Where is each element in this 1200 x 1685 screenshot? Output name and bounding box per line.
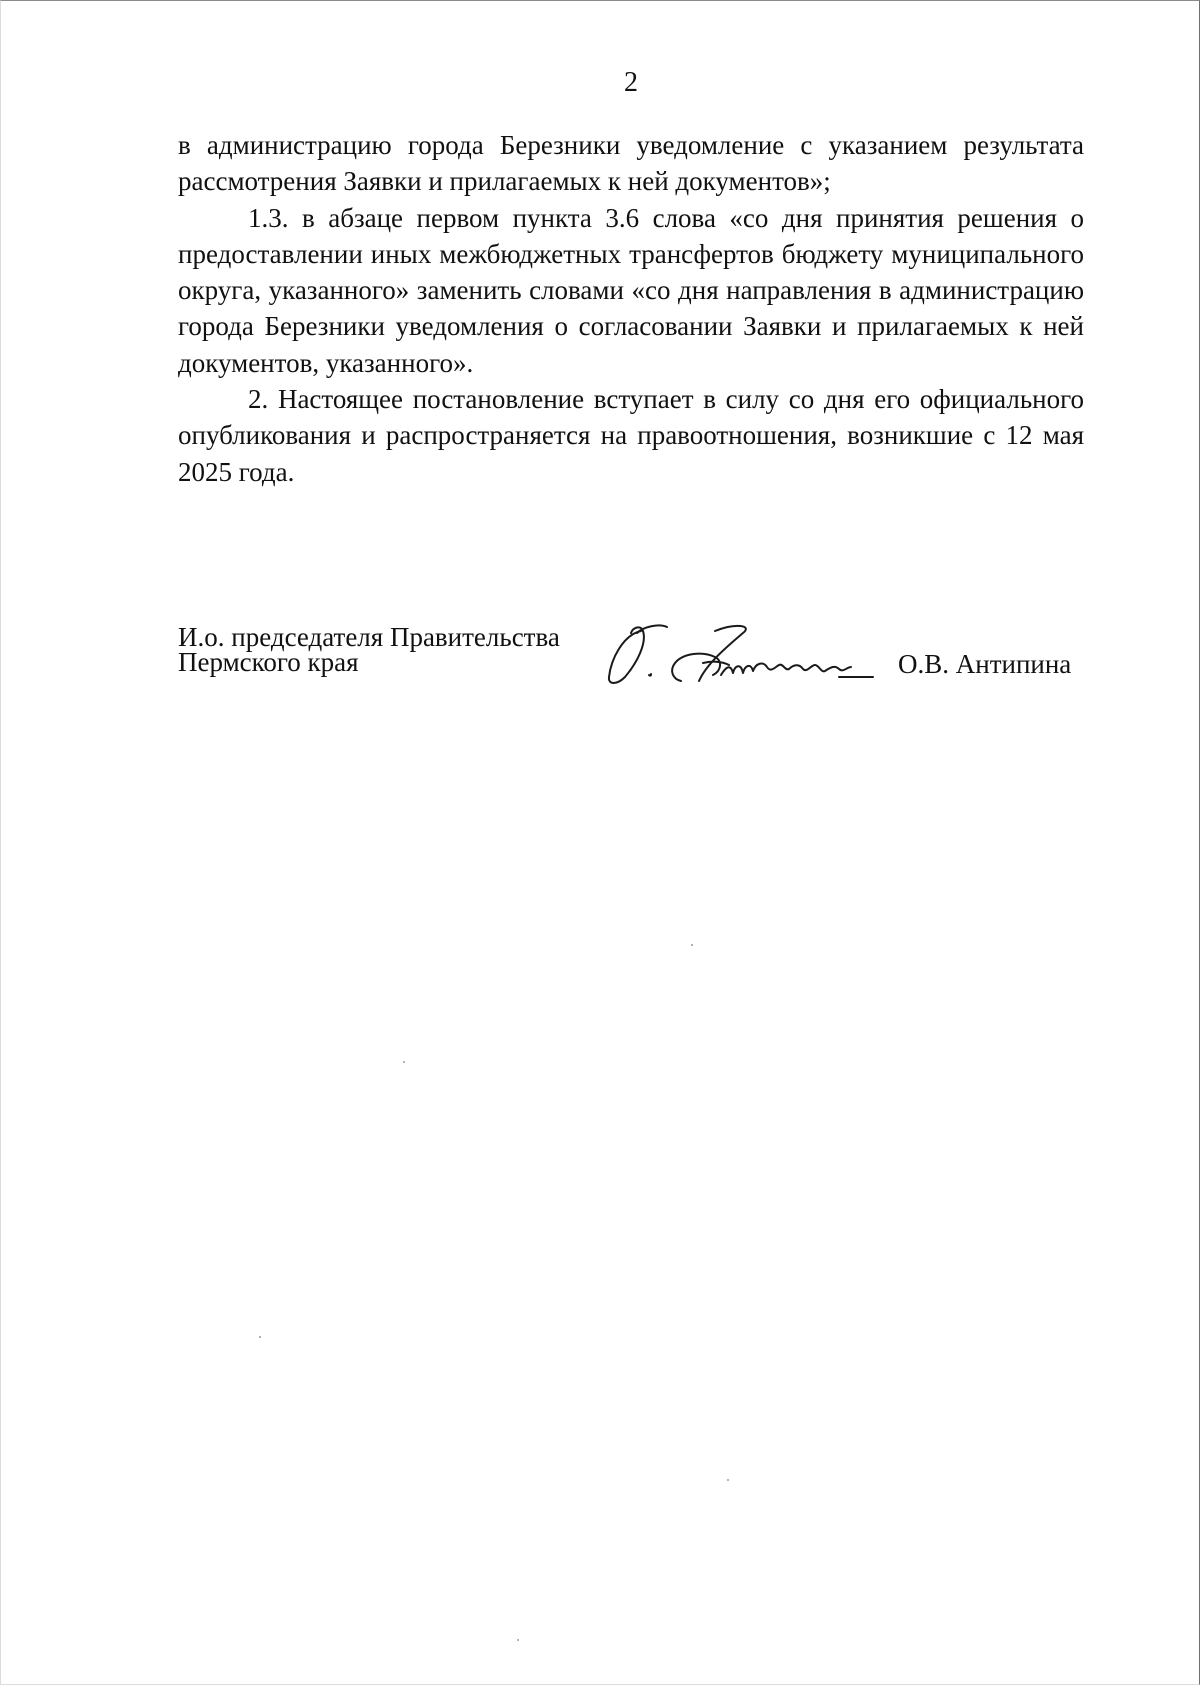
signer-position-line-1: И.о. председателя Правительства <box>178 622 560 652</box>
paragraph-continuation: в администрацию города Березники уведомление с указанием результата рассмотрения Заявки и прилагаемых к ней документов»; <box>178 130 1084 197</box>
document-body <box>178 127 1084 490</box>
signer-name: О.В. Антипина <box>898 649 1072 679</box>
signature-block <box>178 619 1088 709</box>
paragraph-item-1-3: 1.3. в абзаце первом пункта 3.6 слова «со дня принятия решения о предоставлении иных межбюджетных трансфертов бюджету муниципального округа, указанного» заменить словами «со дня направления в администрацию города Березники уведомления о согласовании Заявки и прилагаемых к ней документов, указанного». <box>178 202 1084 378</box>
scan-speck <box>259 1336 261 1338</box>
scan-speck <box>403 1061 405 1063</box>
scan-speck <box>727 1479 729 1481</box>
page-number: 2 <box>624 67 638 98</box>
handwritten-signature <box>603 619 903 689</box>
scan-speck <box>691 944 693 946</box>
paragraph-item-2: 2. Настоящее постановление вступает в силу со дня его официального опубликования и распространяется на правоотношения, возникшие с 12 мая 2025 года. <box>178 384 1084 487</box>
scan-speck <box>517 1639 519 1641</box>
signer-position-line-2: Пермского края <box>178 647 359 677</box>
signer-position <box>178 622 560 677</box>
